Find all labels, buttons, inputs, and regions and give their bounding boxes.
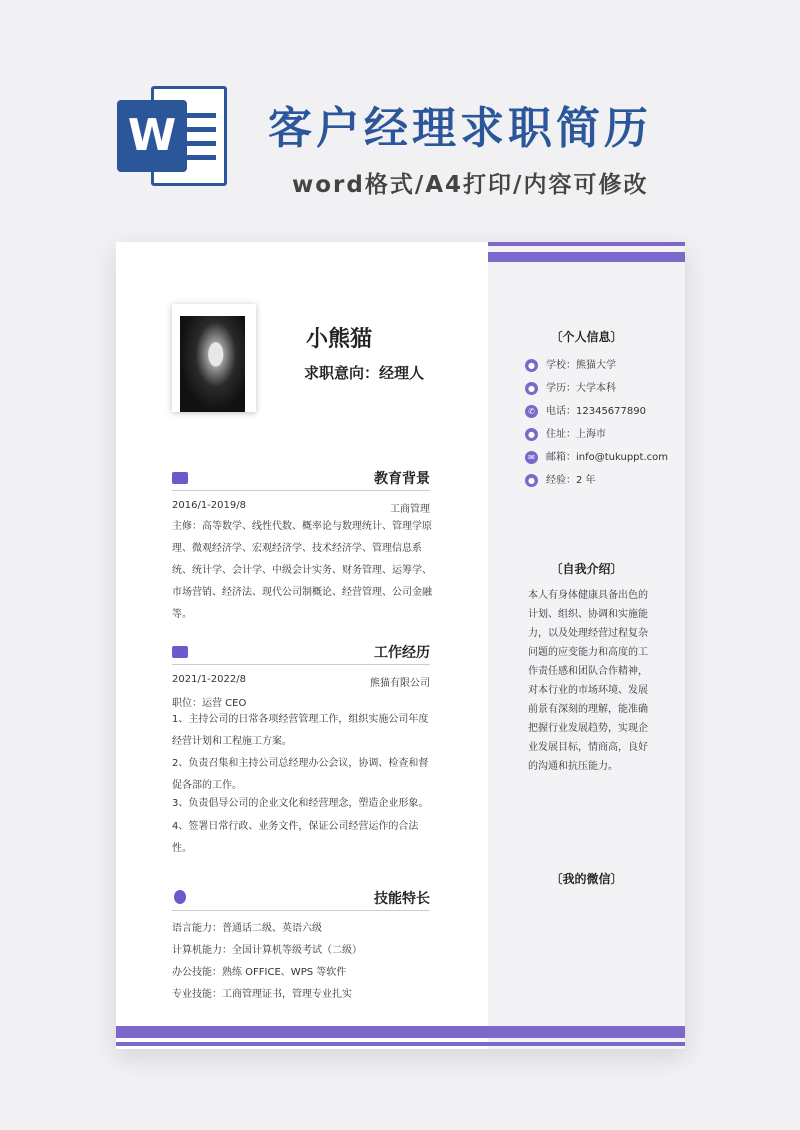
bottom-accent-bar-thick [116, 1026, 685, 1038]
info-address: ● 住址：上海市 [525, 425, 606, 439]
word-badge: W [117, 100, 187, 172]
page-title: 客户经理求职简历 [268, 103, 652, 154]
divider [172, 664, 430, 665]
book-icon [172, 472, 188, 484]
page-subtitle: word格式/A4打印/内容可修改 [292, 172, 649, 198]
bottom-accent-bar [116, 1042, 685, 1046]
divider [172, 910, 430, 911]
info-email: ✉ 邮箱：info@tukuppt.com [525, 448, 668, 462]
divider [172, 490, 430, 491]
job-intent: 求职意向：经理人 [304, 364, 425, 382]
page-header [0, 0, 800, 230]
education-courses: 主修：高等数学、线性代数、概率论与数理统计、管理学原理、微观经济学、宏观经济学、技术经济学、管理信息系统、统计学、会计学、中级会计实务、财务管理、运筹学、市场营销、经济法、现代公司制概论、经营管理、公司金融等。 [172, 521, 432, 620]
info-experience: ● 经验：2 年 [525, 471, 596, 485]
briefcase-icon [172, 646, 188, 658]
top-accent-bar-thick [488, 252, 685, 262]
work-period: 2021/1-2022/8 [172, 674, 246, 685]
phone-icon: ✆ [525, 405, 538, 418]
degree-icon: ● [525, 382, 538, 395]
self-intro-text: 本人有身体健康具备出色的计划、组织、协调和实施能力，以及处理经营过程复杂问题的应变能力和高度的工作责任感和团队合作精神，对本行业的市场环境、发展前景有深刻的理解，能准确把握行业发展趋势，实现企业发展目标，情商高，良好的沟通和抗压能力。 [528, 590, 648, 772]
profile-photo [172, 304, 256, 412]
education-title: 教育背景 [374, 471, 430, 487]
word-logo-icon [117, 86, 227, 186]
work-duty: 3、负责倡导公司的企业文化和经营理念，塑造企业形象。 [172, 798, 429, 809]
school-icon: ● [525, 359, 538, 372]
work-company: 熊猫有限公司 [370, 678, 430, 689]
personal-info-title: 〔个人信息〕 [550, 330, 623, 344]
skills-title: 技能特长 [374, 891, 430, 907]
self-intro-title: 〔自我介绍〕 [550, 562, 623, 576]
work-position: 职位：运营 CEO [172, 698, 247, 709]
experience-icon: ● [525, 474, 538, 487]
skill-item: 计算机能力：全国计算机等级考试（二级） [172, 945, 362, 956]
resume-page [116, 242, 685, 1049]
top-accent-bar [488, 242, 685, 246]
wechat-title: 〔我的微信〕 [550, 872, 623, 886]
education-major: 工商管理 [390, 504, 430, 515]
work-title: 工作经历 [374, 645, 430, 661]
work-duty: 4、签署日常行政、业务文件，保证公司经营运作的合法性。 [172, 821, 419, 854]
award-icon [174, 890, 186, 904]
info-phone: ✆ 电话：12345677890 [525, 402, 646, 416]
skill-item: 语言能力：普通话二级、英语六级 [172, 923, 322, 934]
education-period: 2016/1-2019/8 [172, 500, 246, 511]
info-degree: ● 学历：大学本科 [525, 379, 616, 393]
candidate-name: 小熊猫 [306, 327, 373, 352]
skill-item: 办公技能：熟练 OFFICE、WPS 等软件 [172, 967, 347, 978]
email-icon: ✉ [525, 451, 538, 464]
location-icon: ● [525, 428, 538, 441]
portrait-image [180, 316, 245, 412]
info-school: ● 学校：熊猫大学 [525, 356, 616, 370]
work-duty: 1、主持公司的日常各项经营管理工作，组织实施公司年度经营计划和工程施工方案。 [172, 714, 429, 747]
skill-item: 专业技能：工商管理证书，管理专业扎实 [172, 989, 352, 1000]
work-duty: 2、负责召集和主持公司总经理办公会议，协调、检查和督促各部的工作。 [172, 758, 429, 791]
